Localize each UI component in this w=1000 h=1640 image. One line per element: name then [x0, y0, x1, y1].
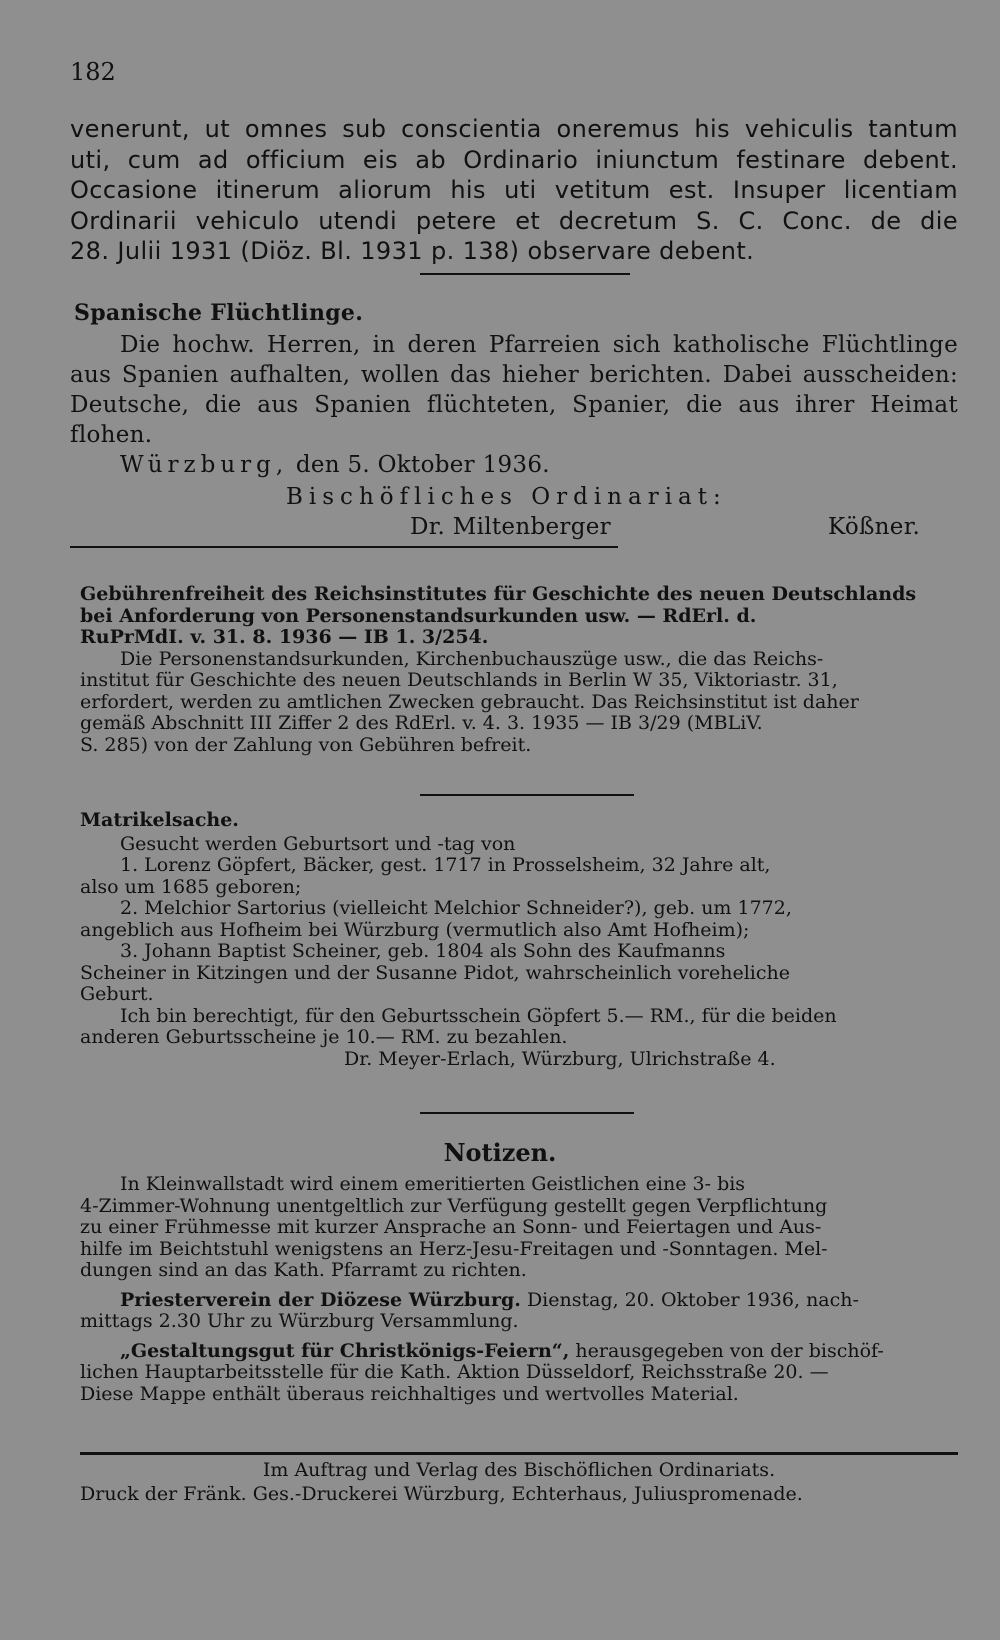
text-line: Deutsche, die aus Spanien flüchteten, Spanier, die aus ihrer Heimat	[70, 392, 958, 418]
place-date	[70, 450, 958, 480]
section-heading: Matrikelsache.	[80, 809, 239, 831]
text-span: Dienstag, 20. Oktober 1936, nach-	[526, 1288, 859, 1311]
text-line: mittags 2.30 Uhr zu Würzburg Versammlung.	[80, 1310, 519, 1332]
text-line: angeblich aus Hofheim bei Würzburg (vermutlich also Amt Hofheim);	[80, 918, 750, 941]
text-line: hilfe im Beichtstuhl wenigstens an Herz-Jesu-Freitagen und -Sonntagen. Mel-	[80, 1237, 828, 1260]
text-line	[80, 1341, 958, 1363]
text-line: Gesucht werden Geburtsort und -tag von	[120, 832, 516, 855]
text-line: anderen Geburtsscheine je 10.— RM. zu bezahlen.	[80, 1026, 568, 1048]
separator-rule	[420, 1112, 634, 1114]
text-line: Geburt.	[80, 983, 154, 1005]
section-gebuehrenfreiheit	[80, 584, 958, 756]
text-line: Die Personenstandsurkunden, Kirchenbuchauszüge usw., die das Reichs-	[120, 647, 824, 670]
signature-name: Dr. Miltenberger	[410, 514, 611, 540]
text-line	[80, 1290, 958, 1312]
text-line: gemäß Abschnitt III Ziffer 2 des RdErl. v. 4. 3. 1935 — IB 3/29 (MBLiV.	[80, 712, 763, 734]
separator-rule	[420, 273, 630, 275]
text-line: also um 1685 geboren;	[80, 875, 302, 898]
text-line: Scheiner in Kitzingen und der Susanne Pidot, wahrscheinlich voreheliche	[80, 961, 790, 984]
section-spanische-fluechtlinge	[70, 298, 958, 542]
text-line: Die hochw. Herren, in deren Pfarreien sich katholische Flüchtlinge	[120, 332, 958, 358]
footer-line: Im Auftrag und Verlag des Bischöflichen Ordinariats.	[262, 1459, 776, 1481]
text-line: Diese Mappe enthält überaus reichhaltiges und wertvolles Material.	[80, 1382, 739, 1405]
date-text: den 5. Oktober 1936.	[295, 452, 550, 478]
text-line: venerunt, ut omnes sub conscientia oneremus his vehiculis tantum	[70, 115, 958, 143]
text-span: herausgegeben von der bischöf-	[575, 1339, 884, 1362]
text-line: flohen.	[70, 422, 153, 448]
text-line: Occasione itinerum aliorum his uti vetitum est. Insuper licentiam	[70, 176, 958, 204]
section-title-line: bei Anforderung von Personenstandsurkunden usw. — RdErl. d.	[80, 604, 757, 627]
place-city: Würzburg,	[120, 452, 289, 478]
text-line: erfordert, werden zu amtlichen Zwecken gebraucht. Das Reichsinstitut ist daher	[80, 690, 859, 713]
text-line: zu einer Frühmesse mit kurzer Ansprache an Sonn- und Feiertagen und Aus-	[80, 1216, 822, 1238]
text-line: 2. Melchior Sartorius (vielleicht Melchior Schneider?), geb. um 1772,	[120, 897, 792, 919]
text-line: institut für Geschichte des neuen Deutschlands in Berlin W 35, Viktoriastr. 31,	[80, 669, 838, 691]
text-line: 4-Zimmer-Wohnung unentgeltlich zur Verfügung gestellt gegen Verpflichtung	[80, 1194, 828, 1217]
signature-row	[70, 512, 958, 542]
text-line: 28. Julii 1931 (Diöz. Bl. 1931 p. 138) observare debent.	[70, 237, 755, 265]
signature-name: Kößner.	[828, 514, 921, 540]
page-number: 182	[70, 58, 116, 86]
text-line: In Kleinwallstadt wird einem emeritierten Geistlichen eine 3- bis	[120, 1173, 746, 1195]
section-matrikelsache	[80, 810, 958, 1070]
text-line: Ich bin berechtigt, für den Geburtsschein Göpfert 5.— RM., für die beiden	[120, 1004, 837, 1027]
footer-rule	[80, 1452, 958, 1455]
notizen-title: Notizen.	[443, 1138, 557, 1167]
notice-title: Priesterverein der Diözese Würzburg.	[120, 1288, 521, 1311]
text-line: 3. Johann Baptist Scheiner, geb. 1804 als Sohn des Kaufmanns	[120, 940, 726, 962]
section-title-line: RuPrMdI. v. 31. 8. 1936 — IB 1. 3/254.	[80, 626, 489, 648]
footer	[80, 1458, 958, 1506]
text-line: 1. Lorenz Göpfert, Bäcker, gest. 1717 in Prosselsheim, 32 Jahre alt,	[120, 854, 771, 876]
text-line: aus Spanien aufhalten, wollen das hieher berichten. Dabei ausscheiden:	[70, 362, 958, 388]
text-line: S. 285) von der Zahlung von Gebühren befreit.	[80, 733, 532, 756]
separator-rule	[420, 794, 634, 796]
section-title-line: Gebührenfreiheit des Reichsinstitutes für Geschichte des neuen Deutschlands	[80, 583, 917, 605]
text-line: Ordinarii vehiculo utendi petere et decretum S. C. Conc. de die	[70, 206, 958, 235]
text-line: dungen sind an das Kath. Pfarramt zu richten.	[80, 1259, 527, 1281]
signature-underline	[70, 546, 618, 548]
footer-line: Druck der Fränk. Ges.-Druckerei Würzburg, Echterhaus, Juliuspromenade.	[80, 1483, 803, 1505]
section-notizen	[80, 1174, 958, 1405]
notice-title: „Gestaltungsgut für Christkönigs-Feiern“,	[120, 1339, 570, 1362]
signature-org: Bischöfliches Ordinariat:	[286, 484, 727, 510]
section-heading: Spanische Flüchtlinge.	[74, 300, 364, 326]
text-line: uti, cum ad officium eis ab Ordinario iniunctum festinare debent.	[70, 145, 958, 174]
text-line: lichen Hauptarbeitsstelle für die Kath. Aktion Düsseldorf, Reichsstraße 20. —	[80, 1361, 829, 1383]
signature-line: Dr. Meyer-Erlach, Würzburg, Ulrichstraße 4.	[344, 1047, 776, 1070]
latin-paragraph	[70, 114, 958, 267]
